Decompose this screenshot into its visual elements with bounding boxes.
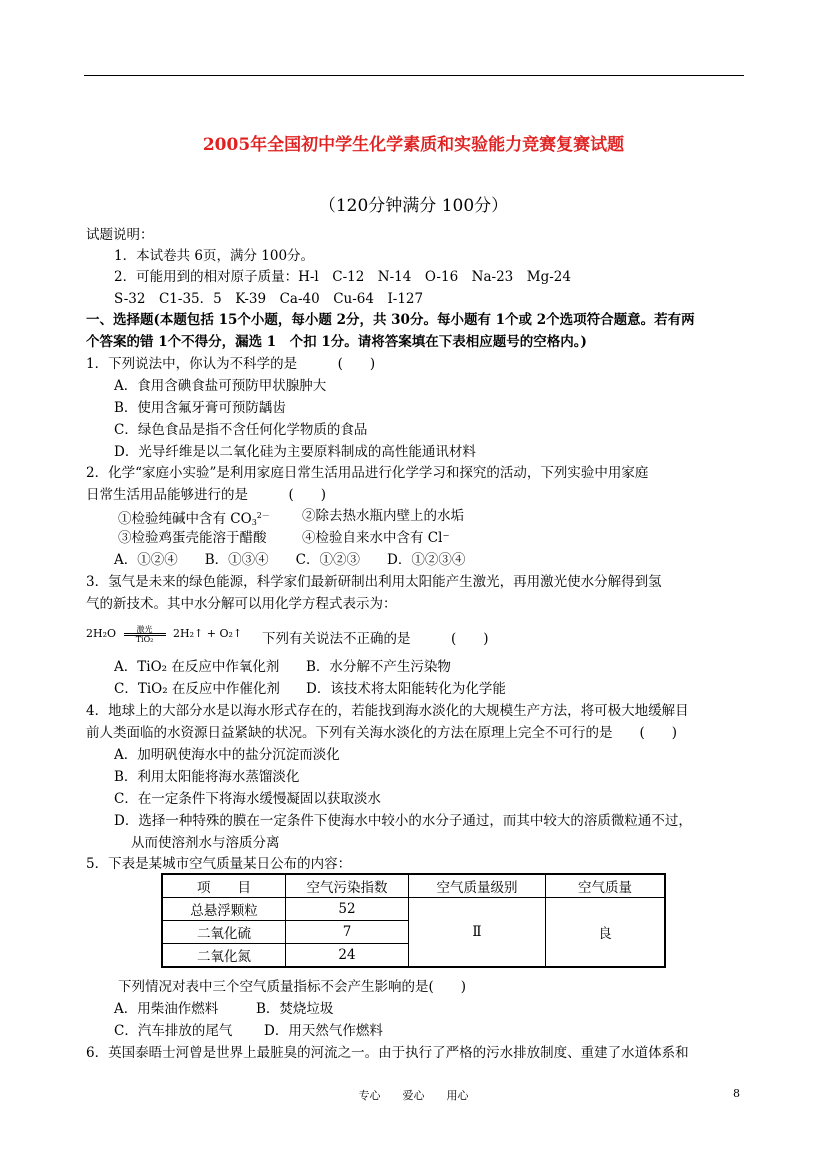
q2-item-1-superscript: 2－ <box>256 511 270 520</box>
q3-question: 下列有关说法不正确的是 ( ) <box>262 631 489 647</box>
q2-item-2: ②除去热水瓶内壁上的水垢 <box>302 508 464 524</box>
q2-item-1-subscript: 3 <box>251 518 257 527</box>
page-title: 2005年全国初中学生化学素质和实验能力竞赛复赛试题 <box>202 135 625 155</box>
q3-stem-line-1: 3．氢气是未来的绿色能源，科学家们最新研制出利用太阳能产生激光，再用激光使水分解得到氢 <box>86 574 662 590</box>
q5-option-d: D．用天然气作燃料 <box>264 1023 383 1039</box>
q3-chemical-equation <box>86 624 242 648</box>
q5-option-a: A．用柴油作燃料 <box>114 1001 219 1017</box>
q2-choices: A．①②④ B．①③④ C．①②③ D．①②③④ <box>114 552 466 568</box>
table-header-row <box>162 874 665 898</box>
table-row <box>162 898 665 921</box>
q4-option-a: A．加明矾使海水中的盐分沉淀而淡化 <box>114 747 340 763</box>
equation-condition-bottom: TiO₂ <box>135 635 154 644</box>
header-rule <box>84 75 744 76</box>
instruction-item-3: S-32 C1-35．5 K-39 Ca-40 Cu-64 I-127 <box>114 291 424 307</box>
q2-stem-line-2: 日常生活用品能够进行的是 ( ) <box>86 487 327 503</box>
table-header-cell: 空气污染指数 <box>286 874 409 898</box>
equation-arrow <box>122 624 168 644</box>
table-cell-item: 总悬浮颗粒 <box>162 898 286 921</box>
table-header-cell: 空气质量 <box>546 874 666 898</box>
table-header-cell: 项 目 <box>162 874 286 898</box>
q4-option-d-line-2: 从而使溶剂水与溶质分离 <box>131 835 280 851</box>
table-header-cell: 空气质量级别 <box>409 874 546 898</box>
q5-stem: 5．下表是某城市空气质量某日公布的内容： <box>86 856 352 872</box>
q2-stem-line-1: 2．化学“家庭小实验”是利用家庭日常生活用品进行化学学习和探究的活动，下列实验中用家庭 <box>86 465 649 481</box>
q3-option-d: D．该技术将太阳能转化为化学能 <box>306 681 506 697</box>
q3-option-a: A．TiO₂ 在反应中作氧化剂 <box>114 659 280 675</box>
q4-option-d-line-1: D．选择一种特殊的膜在一定条件下使海水中较小的水分子通过，而其中较大的溶质微粒通不过， <box>114 813 692 829</box>
instruction-item-1: 1．本试卷共 6页，满分 100分。 <box>114 248 315 264</box>
q2-item-3: ③检验鸡蛋壳能溶于醋酸 <box>118 530 267 546</box>
q1-stem: 1．下列说法中，你认为不科学的是 ( ) <box>86 356 376 372</box>
page-subtitle: （120分钟满分 100分） <box>318 196 509 216</box>
table-cell-index: 52 <box>286 898 409 921</box>
q3-stem-line-2: 气的新技术。其中水分解可以用化学方程式表示为： <box>86 596 397 612</box>
equation-reactant: 2H₂O <box>86 627 117 640</box>
page-footer: 专心 爱心 用心 <box>358 1089 469 1102</box>
equation-condition-top: 激光 <box>136 625 153 634</box>
table-cell-item: 二氧化硫 <box>162 921 286 944</box>
q3-option-b: B．水分解不产生污染物 <box>306 659 451 675</box>
q6-stem: 6．英国泰晤士河曾是世界上最脏臭的河流之一。由于执行了严格的污水排放制度、重建了水道体系和 <box>86 1045 689 1061</box>
q5-question: 下列情况对表中三个空气质量指标不会产生影响的是( ) <box>118 979 467 995</box>
q1-option-c: C．绿色食品是指不含任何化学物质的食品 <box>114 422 368 438</box>
q4-stem-line-2: 前人类面临的水资源日益紧缺的状况。下列有关海水淡化的方法在原理上完全不可行的是 ( ) <box>86 725 678 741</box>
q1-option-a: A．食用含碘食盐可预防甲状腺肿大 <box>114 378 327 394</box>
section-heading-line-1: 一、选择题(本题包括 15个小题，每小题 2分，共 30分。每小题有 1个或 2个选项符合题意。若有两 <box>86 312 695 328</box>
q1-option-b: B．使用含氟牙膏可预防龋齿 <box>114 400 286 416</box>
instruction-item-2: 2．可能用到的相对原子质量：H-l C-12 N-14 O-16 Na-23 Mg-24 <box>114 269 571 285</box>
q3-option-c: C．TiO₂ 在反应中作催化剂 <box>114 681 280 697</box>
q2-item-4: ④检验自来水中含有 Cl⁻ <box>302 530 450 546</box>
q2-item-1-text: ①检验纯碱中含有 CO <box>118 511 252 527</box>
q1-option-d: D．光导纤维是以二氧化硅为主要原料制成的高性能通讯材料 <box>114 444 476 460</box>
instructions-label: 试题说明： <box>86 227 154 243</box>
q4-option-b: B．利用太阳能将海水蒸馏淡化 <box>114 769 300 785</box>
air-quality-table <box>161 873 666 968</box>
q5-option-b: B．焚烧垃圾 <box>256 1001 334 1017</box>
q4-option-c: C．在一定条件下将海水缓慢凝固以获取淡水 <box>114 791 381 807</box>
page-number: 8 <box>733 1087 740 1100</box>
section-heading-line-2: 个答案的错 1个不得分，漏选 1 个扣 1分。请将答案填在下表相应题号的空格内。) <box>86 334 587 350</box>
table-cell-level: Ⅱ <box>409 898 546 968</box>
table-cell-quality: 良 <box>546 898 666 968</box>
table-cell-item: 二氧化氮 <box>162 944 286 968</box>
equation-products: 2H₂↑ + O₂↑ <box>173 627 243 640</box>
table-cell-index: 24 <box>286 944 409 968</box>
q5-option-c: C．汽车排放的尾气 <box>114 1023 233 1039</box>
table-cell-index: 7 <box>286 921 409 944</box>
q4-stem-line-1: 4．地球上的大部分水是以海水形式存在的，若能找到海水淡化的大规模生产方法，将可极大地缓解目 <box>86 703 689 719</box>
